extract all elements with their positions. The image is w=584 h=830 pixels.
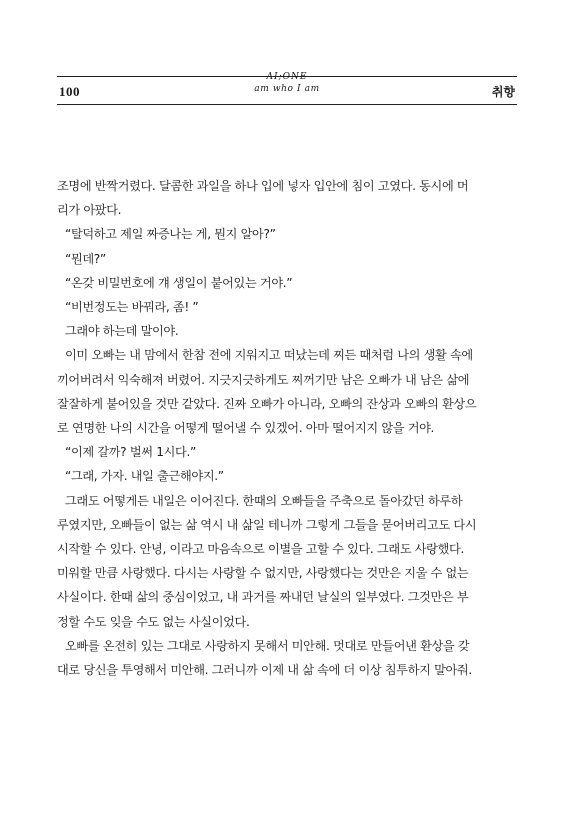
text-line: 리가 아팠다. — [57, 203, 122, 218]
dialogue-paragraph — [57, 440, 519, 464]
chapter-title: 취향 — [491, 85, 515, 99]
paragraph — [57, 489, 519, 634]
running-subtitle: am who I am — [254, 84, 320, 94]
text-line: 대로 당신을 투영해서 미안해. 그러니까 이제 내 삶 속에 더 이상 침투하지 말아줘. — [57, 663, 472, 678]
text-line: “그래, 가자. 내일 출근해야지.” — [65, 469, 224, 484]
dialogue-paragraph — [57, 222, 519, 246]
paragraph — [57, 174, 519, 222]
header-rule-bottom — [57, 104, 517, 105]
text-line: 조명에 반짝거렸다. 달콤한 과일을 하나 입에 넣자 입안에 침이 고였다. 동시에 머 — [57, 179, 469, 193]
paragraph — [57, 319, 519, 343]
paragraph — [57, 343, 519, 440]
dialogue-paragraph — [57, 271, 519, 295]
text-line: 잘잘하게 붙어있을 것만 같았다. 진짜 오빠가 아니라, 오빠의 잔상과 오빠의 환상으 — [57, 396, 477, 411]
text-line: “비번정도는 바꿔라, 좀! ” — [65, 300, 199, 315]
text-line: 정할 수도 잊을 수도 없는 사실이었다. — [57, 614, 250, 629]
text-line: “뭔데?” — [65, 251, 106, 266]
text-line: 시작할 수 있다. 안녕, 이라고 마음속으로 이별을 고할 수 있다. 그래도 사랑했다. — [57, 542, 464, 557]
body-text — [57, 174, 519, 682]
text-line: “온갖 비밀번호에 걔 생일이 붙어있는 거야.” — [65, 275, 293, 290]
dialogue-paragraph — [57, 295, 519, 319]
text-line: 로 연명한 나의 시간을 어떻게 떨어낼 수 있겠어. 아마 떨어지지 않을 거야. — [57, 421, 435, 436]
text-line: 오빠를 온전히 있는 그대로 사랑하지 못해서 미안해. 멋대로 만들어낸 환상을 갖 — [65, 638, 470, 653]
text-line: 미워할 만큼 사랑했다. 다시는 사랑할 수 없지만, 사랑했다는 것만은 지울 수 없는 — [57, 566, 469, 581]
text-line: “이제 갈까? 벌써 1시다.” — [65, 445, 196, 460]
text-line: “탈덕하고 제일 짜증나는 게, 뭔지 알아?” — [65, 227, 276, 242]
text-line: 그래도 어떻게든 내일은 이어진다. 한때의 오빠들을 주축으로 돌아갔던 하루하 — [65, 493, 463, 508]
text-line: 루였지만, 오빠들이 없는 삶 역시 내 삶일 테니까 그렇게 그들을 묻어버리고도 다시 — [57, 517, 477, 532]
text-line: 이미 오빠는 내 맘에서 한참 전에 지워지고 떠났는데 찌든 때처럼 나의 생활 속에 — [65, 348, 473, 363]
paragraph — [57, 634, 519, 682]
text-line: 끼어버려서 익숙해져 버렸어. 지긋지긋하게도 찌꺼기만 남은 오빠가 내 남은 삶에 — [57, 372, 470, 387]
page-header — [57, 70, 517, 106]
running-title: AI;ONE — [266, 72, 308, 82]
dialogue-paragraph — [57, 464, 519, 488]
text-line: 그래야 하는데 말이야. — [65, 324, 179, 339]
text-line: 사실이다. 한때 삶의 중심이었고, 내 과거를 짜내던 날실의 일부였다. 그것만은 부 — [57, 590, 469, 605]
page-number: 100 — [59, 84, 80, 99]
dialogue-paragraph — [57, 247, 519, 271]
